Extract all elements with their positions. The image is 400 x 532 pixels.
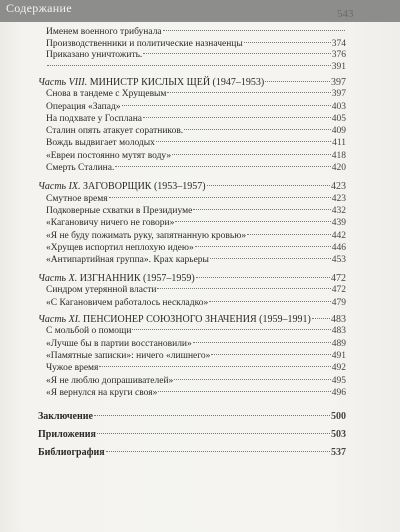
toc-entry[interactable] bbox=[46, 88, 346, 101]
dot-leader bbox=[195, 246, 331, 247]
dot-leader bbox=[244, 42, 331, 43]
toc-entry-title: Операция «Запад» bbox=[46, 102, 121, 112]
dot-leader bbox=[174, 379, 330, 380]
toc-entry-title: Производственники и политические назначенцы bbox=[46, 39, 243, 49]
dot-leader bbox=[211, 354, 330, 355]
toc-page-number: 418 bbox=[331, 151, 346, 161]
toc-entry-title: Смутное время bbox=[46, 194, 108, 204]
toc-page-number: 376 bbox=[331, 50, 346, 60]
dot-leader bbox=[156, 141, 331, 142]
toc-entry-title: Подковерные схватки в Президиуме bbox=[46, 206, 193, 216]
dot-leader bbox=[106, 451, 330, 452]
dot-leader bbox=[97, 433, 330, 434]
dot-leader bbox=[210, 258, 331, 259]
dot-leader bbox=[247, 234, 331, 235]
toc-entry-title: «Памятные записки»: ничего «лишнего» bbox=[46, 351, 211, 361]
toc-page-number: 453 bbox=[331, 255, 346, 265]
toc-page-number: 500 bbox=[331, 411, 346, 422]
toc-entry[interactable] bbox=[46, 162, 346, 175]
toc-entry-title: Синдром утерянной власти bbox=[46, 285, 157, 295]
toc-entry[interactable] bbox=[46, 137, 346, 150]
toc-page-number: 495 bbox=[331, 376, 346, 386]
part-number: Часть VIII. bbox=[38, 77, 88, 88]
toc-entry[interactable] bbox=[38, 428, 346, 441]
dot-leader bbox=[193, 342, 331, 343]
dot-leader bbox=[158, 391, 330, 392]
toc-entry-title: «Я не буду пожимать руку, запятнанную кровью» bbox=[46, 231, 247, 241]
dot-leader bbox=[175, 221, 330, 222]
toc-entry-title: «С Кагановичем работалось нескладко» bbox=[46, 298, 209, 308]
dot-leader bbox=[115, 166, 330, 167]
toc-entry-title: «Я не люблю допрашивателей» bbox=[46, 376, 174, 386]
part-name: МИНИСТР КИСЛЫХ ЩЕЙ (1947–1953) bbox=[89, 77, 265, 88]
toc-page-number: 423 bbox=[331, 181, 346, 192]
toc-page-number: 409 bbox=[331, 126, 346, 136]
toc-entry-title: Именем военного трибунала bbox=[46, 27, 162, 37]
toc-entry[interactable] bbox=[46, 387, 346, 400]
toc-entry[interactable] bbox=[38, 446, 346, 459]
header-title: Содержание bbox=[6, 1, 72, 15]
dot-leader bbox=[193, 209, 330, 210]
toc-entry[interactable] bbox=[46, 297, 346, 310]
toc-page-number: 483 bbox=[331, 314, 346, 325]
toc-part-title bbox=[38, 180, 206, 193]
toc-entry[interactable] bbox=[46, 284, 346, 297]
toc-entry-title: «Я вернулся на круги своя» bbox=[46, 388, 158, 398]
dot-leader bbox=[157, 288, 330, 289]
part-name: ЗАГОВОРЩИК (1953–1957) bbox=[83, 181, 206, 192]
toc-entry[interactable] bbox=[38, 410, 346, 423]
toc-part-heading[interactable] bbox=[38, 180, 346, 193]
toc-entry-title: Сталин опять атакует соратников. bbox=[46, 126, 184, 136]
toc-entry-title: Чужое время bbox=[46, 363, 99, 373]
toc-page-number: 374 bbox=[331, 39, 346, 49]
toc-entry[interactable] bbox=[46, 362, 346, 375]
dot-leader bbox=[196, 277, 330, 278]
toc-entry[interactable] bbox=[46, 61, 346, 74]
dot-leader bbox=[209, 301, 331, 302]
toc-page-number: 537 bbox=[331, 447, 346, 458]
part-number: Часть IX. bbox=[38, 181, 81, 192]
toc-page-number: 439 bbox=[331, 218, 346, 228]
toc-page-number: 403 bbox=[331, 102, 346, 112]
toc-entry[interactable] bbox=[46, 217, 346, 230]
dot-leader bbox=[184, 129, 331, 130]
part-name: ПЕНСИОНЕР СОЮЗНОГО ЗНАЧЕНИЯ (1959–1991) bbox=[83, 314, 311, 325]
toc-entry-title: Снова в тандеме с Хрущевым bbox=[46, 89, 167, 99]
toc-page-number: 442 bbox=[331, 231, 346, 241]
dot-leader bbox=[99, 366, 330, 367]
toc-page-number: 423 bbox=[331, 194, 346, 204]
toc-entry[interactable] bbox=[46, 325, 346, 338]
toc-entry-title: «Антипартийная группа». Крах карьеры bbox=[46, 255, 209, 265]
toc-entry-title: «Лучше бы в партии восстановили» bbox=[46, 339, 192, 349]
dot-leader bbox=[122, 105, 331, 106]
toc-entry-title: Смерть Сталина. bbox=[46, 163, 115, 173]
toc-entry-title: «Хрущев испортил неплохую идею» bbox=[46, 243, 194, 253]
part-number: Часть XI. bbox=[38, 314, 81, 325]
part-number: Часть X. bbox=[38, 273, 78, 284]
toc-page-number: 391 bbox=[331, 62, 346, 72]
toc-page-number: 405 bbox=[331, 114, 346, 124]
toc-page-number: 397 bbox=[331, 89, 346, 99]
toc-page-number: 492 bbox=[331, 363, 346, 373]
dot-leader bbox=[167, 92, 330, 93]
toc-entry-title: Библиография bbox=[38, 447, 105, 458]
toc-page-number: 491 bbox=[331, 351, 346, 361]
toc-page-number: 472 bbox=[331, 285, 346, 295]
toc-page-number: 503 bbox=[331, 429, 346, 440]
toc-entry[interactable] bbox=[46, 254, 346, 267]
toc-page-number: 489 bbox=[331, 339, 346, 349]
dot-leader bbox=[47, 65, 331, 66]
dot-leader bbox=[312, 318, 330, 319]
toc-entry-title: На подхвате у Госплана bbox=[46, 114, 142, 124]
dot-leader bbox=[172, 154, 331, 155]
toc-page-number: 496 bbox=[331, 388, 346, 398]
toc-entry-title: Заключение bbox=[38, 411, 93, 422]
toc-entry-title: Приказано уничтожить. bbox=[46, 50, 143, 60]
toc-page-number: 483 bbox=[331, 326, 346, 336]
dot-leader bbox=[109, 197, 331, 198]
toc-entry-title: «Кагановичу ничего не говори» bbox=[46, 218, 175, 228]
dot-leader bbox=[143, 53, 330, 54]
toc-entry-row bbox=[46, 387, 346, 400]
toc-entry-title: С мольбой о помощи bbox=[46, 326, 132, 336]
dot-leader bbox=[265, 81, 330, 82]
dot-leader bbox=[163, 30, 345, 31]
toc-page-number: 397 bbox=[331, 77, 346, 88]
toc-entry-title: Вождь выдвигает молодых bbox=[46, 138, 155, 148]
dot-leader bbox=[207, 185, 330, 186]
page-number: 543 bbox=[337, 8, 354, 20]
toc-entry-title: «Евреи постоянно мутят воду» bbox=[46, 151, 172, 161]
toc-page-number: 420 bbox=[331, 163, 346, 173]
dot-leader bbox=[143, 117, 331, 118]
dot-leader bbox=[94, 415, 330, 416]
toc-page-number: 411 bbox=[332, 138, 346, 148]
dot-leader bbox=[132, 329, 330, 330]
toc-page-number: 432 bbox=[331, 206, 346, 216]
toc-entry-title: Приложения bbox=[38, 429, 96, 440]
part-name: ИЗГНАННИК (1957–1959) bbox=[79, 273, 195, 284]
toc-page-number: 472 bbox=[331, 273, 346, 284]
toc-page-number: 446 bbox=[331, 243, 346, 253]
toc-page-number: 479 bbox=[331, 298, 346, 308]
